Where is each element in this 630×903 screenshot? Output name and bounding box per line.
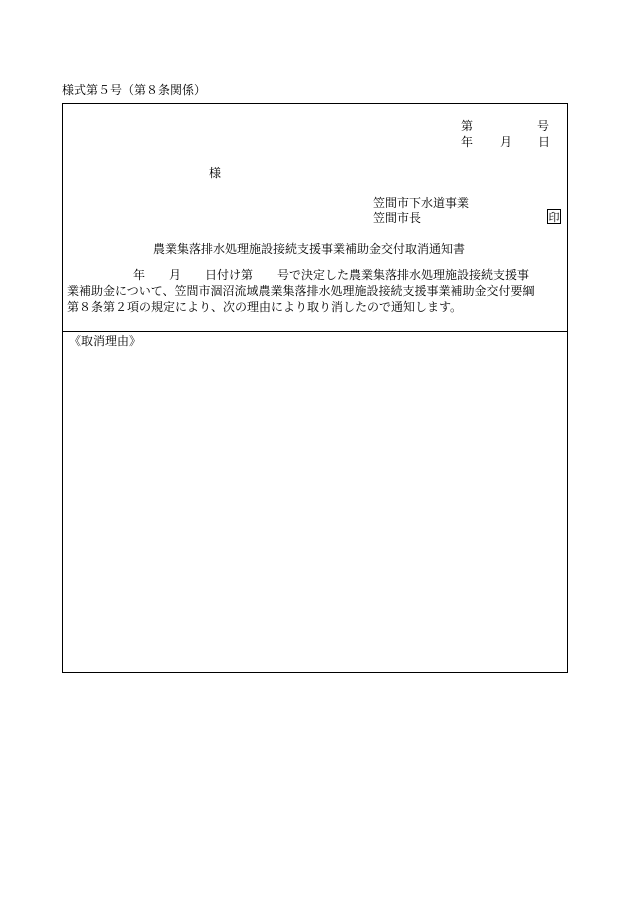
body-line-1 — [67, 267, 563, 283]
seal-stamp-box: 印 — [548, 211, 560, 224]
body-year: 年 — [133, 268, 146, 282]
number-prefix: 第 — [461, 119, 474, 133]
year-label: 年 — [461, 135, 474, 149]
month-label: 月 — [500, 135, 513, 149]
document-number-line — [461, 118, 549, 134]
document-title: 農業集落排水処理施設接続支援事業補助金交付取消通知書 — [153, 242, 466, 256]
day-label: 日 — [538, 135, 551, 149]
notice-body — [67, 267, 563, 315]
addressee-honorific: 様 — [209, 166, 222, 180]
number-suffix: 号 — [537, 119, 550, 133]
issue-date-line — [461, 134, 550, 150]
section-divider — [63, 331, 567, 332]
body-line-2: 業補助金について、笠間市涸沼流域農業集落排水処理施設接続支援事業補助金交付要綱 — [67, 284, 535, 298]
issuer-title: 笠間市長 — [373, 211, 422, 225]
body-month: 月 — [169, 268, 182, 282]
issuer-organization: 笠間市下水道事業 — [373, 196, 470, 210]
body-line-1-rest: 号で決定した農業集落排水処理施設接続支援事 — [277, 268, 530, 282]
body-day-ref: 日付け第 — [205, 268, 254, 282]
body-line-3: 第８条第２項の規定により、次の理由により取り消したので通知します。 — [67, 300, 463, 314]
form-number-label: 様式第５号（第８条関係） — [62, 83, 207, 97]
cancellation-reason-label: 《取消理由》 — [69, 334, 142, 348]
notice-frame — [62, 103, 568, 673]
